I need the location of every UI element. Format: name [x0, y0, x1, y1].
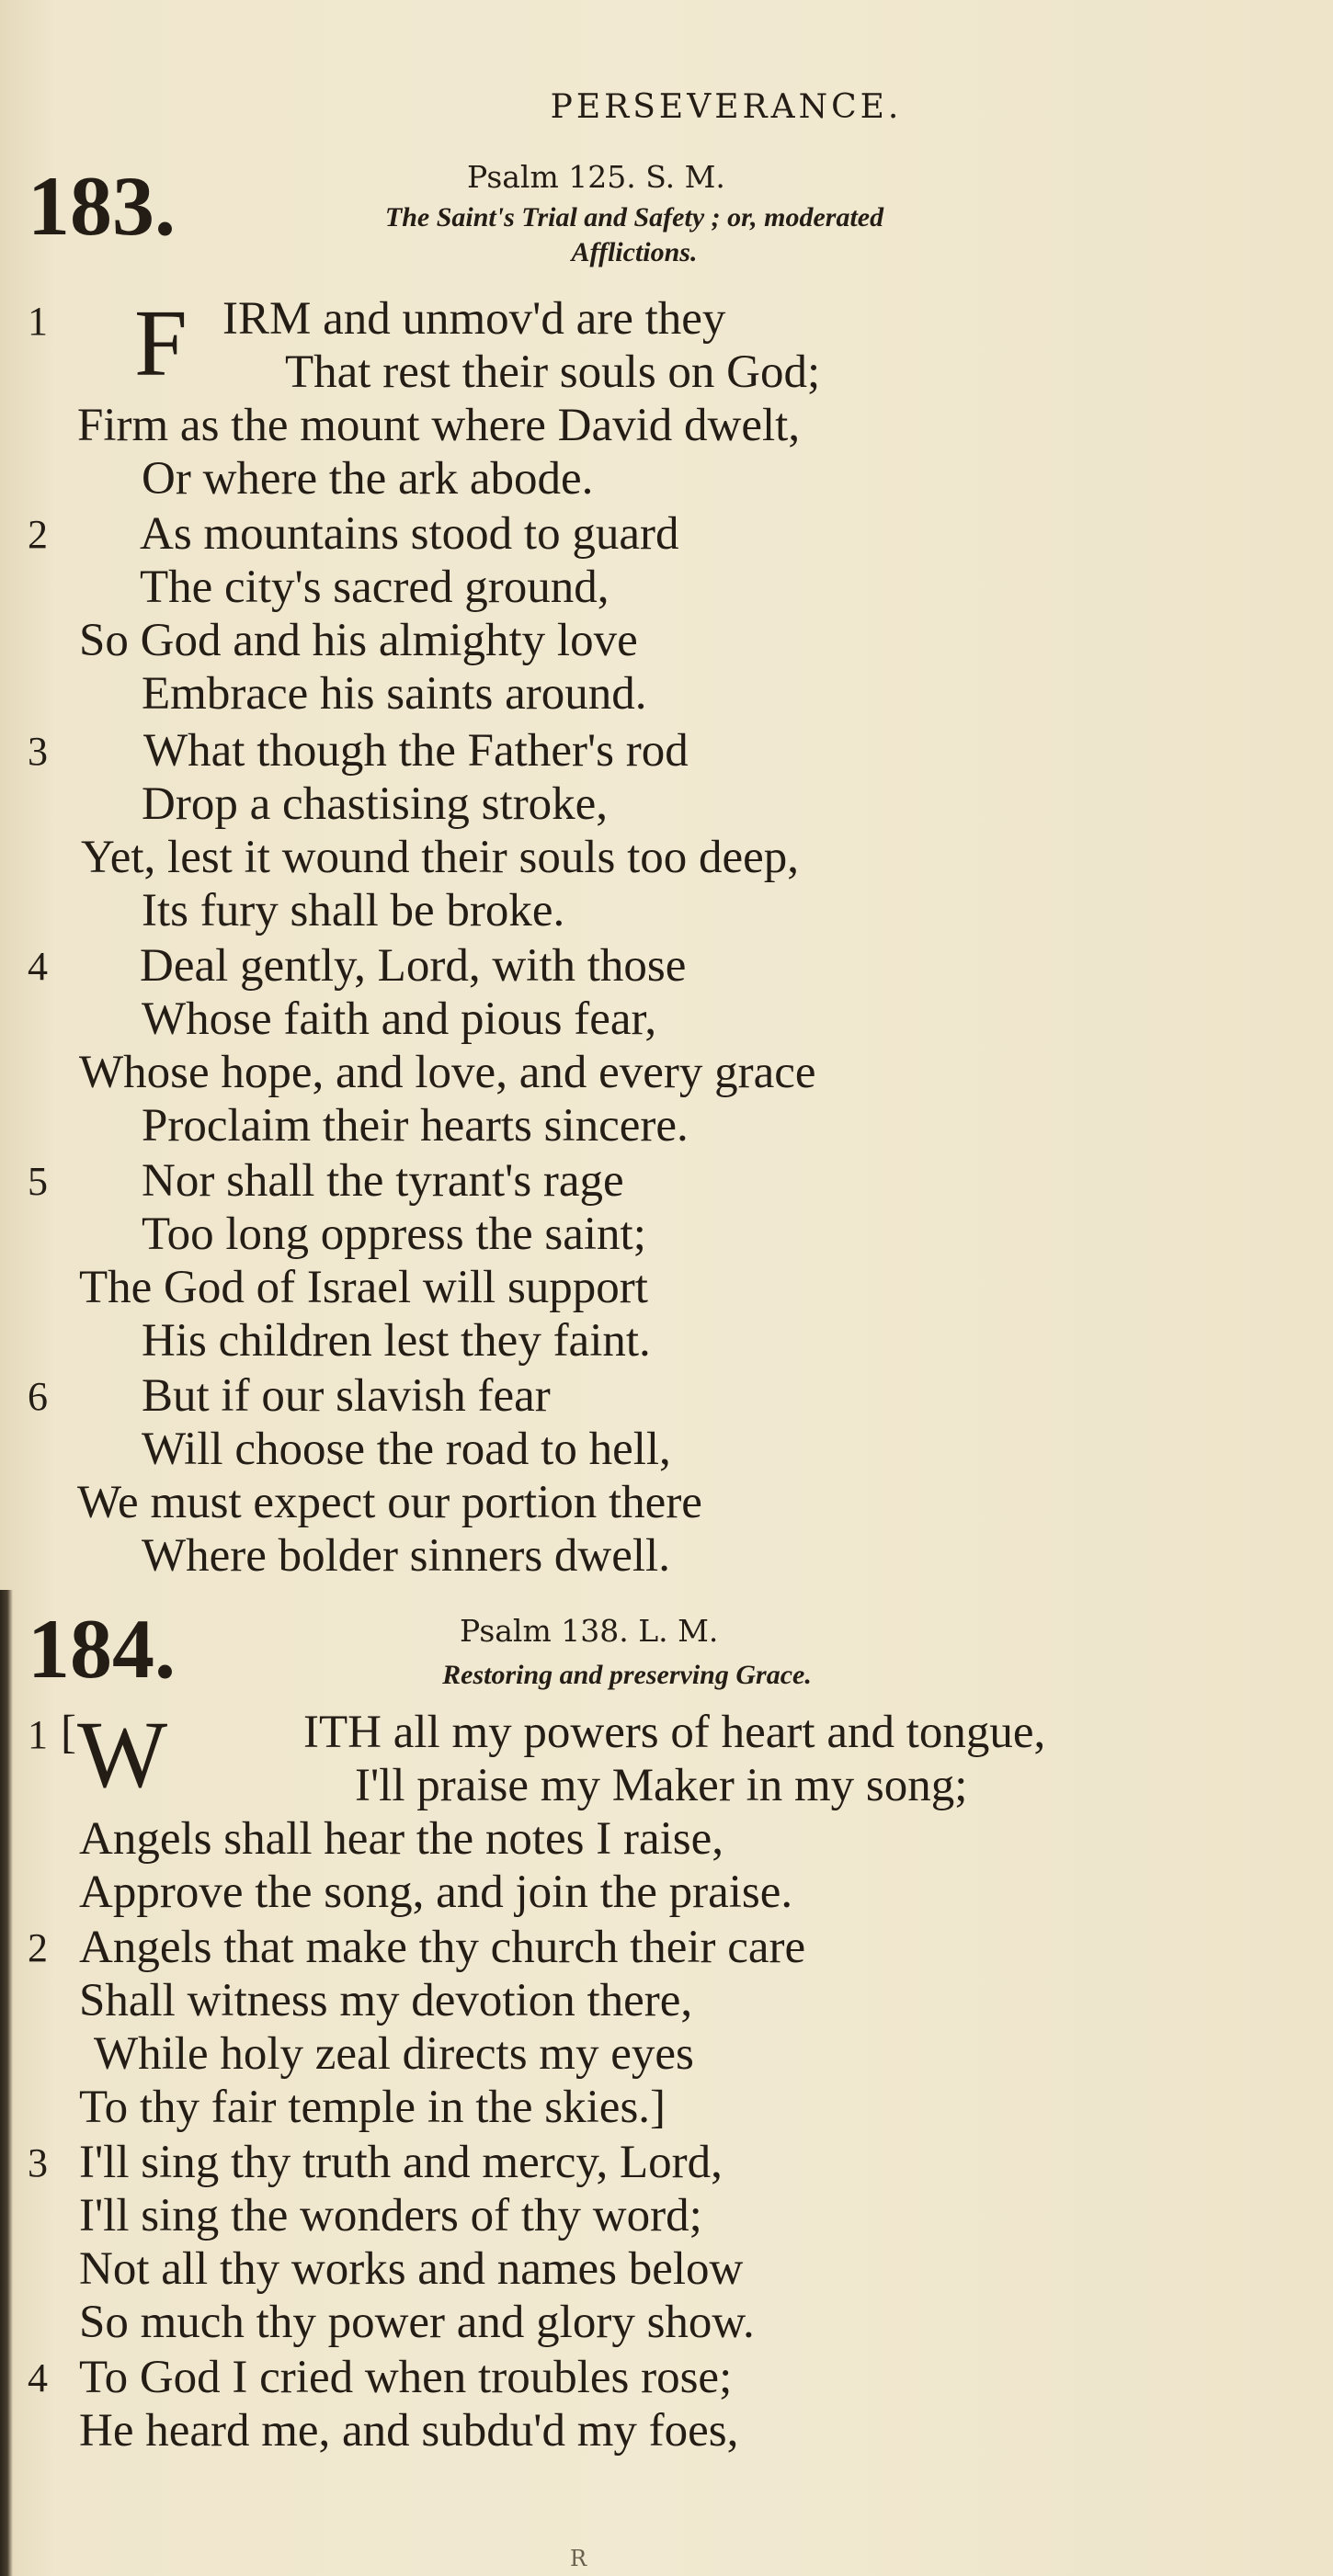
bracket: [	[61, 1707, 76, 1758]
verse-number: 6	[28, 1374, 48, 1419]
verse-line: Will choose the road to hell,	[142, 1424, 671, 1475]
verse-number: 2	[28, 512, 48, 557]
verse-number: 2	[28, 1925, 48, 1970]
verse-line: Its fury shall be broke.	[142, 885, 565, 936]
verse-line: Where bolder sinners dwell.	[142, 1530, 670, 1582]
verse-line: Not all thy works and names below	[79, 2243, 744, 2295]
verse-line: The city's sacred ground,	[140, 562, 610, 613]
verse-line: To God I cried when troubles rose;	[79, 2352, 733, 2403]
drop-cap: F	[134, 290, 188, 396]
verse-line: Angels shall hear the notes I raise,	[79, 1813, 724, 1865]
psalm-reference: Psalm 125. S. M.	[467, 159, 725, 195]
verse-line: Shall witness my devotion there,	[79, 1975, 693, 2026]
verse-number: 1	[28, 299, 48, 344]
verse-line: Angels that make thy church their care	[79, 1922, 806, 1973]
verse-number: 4	[28, 2355, 48, 2400]
verse-line: While holy zeal directs my eyes	[94, 2028, 694, 2080]
verse-line: I'll praise my Maker in my song;	[355, 1760, 968, 1811]
verse-line: That rest their souls on God;	[285, 346, 821, 398]
hymn-number: 183.	[28, 159, 176, 253]
verse-line: What though the Father's rod	[143, 725, 689, 777]
verse-line: As mountains stood to guard	[140, 508, 679, 560]
verse-line: I'll sing thy truth and mercy, Lord,	[79, 2137, 723, 2188]
verse-line: Or where the ark abode.	[142, 453, 594, 505]
verse-line: Yet, lest it wound their souls too deep,	[81, 832, 800, 883]
hymn-number: 184.	[28, 1602, 176, 1696]
verse-line: Too long oppress the saint;	[142, 1209, 646, 1260]
verse-line: His children lest they faint.	[142, 1315, 651, 1367]
verse-number: 4	[28, 944, 48, 989]
verse-line: Drop a chastising stroke,	[142, 778, 609, 830]
verse-line: Embrace his saints around.	[142, 668, 647, 720]
verse-number: 3	[28, 2140, 48, 2185]
verse-number: 5	[28, 1159, 48, 1204]
running-head: PERSEVERANCE.	[550, 88, 903, 126]
verse-number: 1	[28, 1712, 48, 1757]
hymn-subtitle: Restoring and preserving Grace.	[442, 1660, 812, 1690]
drop-cap: W	[77, 1702, 168, 1808]
verse-line: We must expect our portion there	[77, 1477, 702, 1528]
subtitle-line: The Saint's Trial and Safety ; or, moderated	[384, 202, 884, 233]
signature-mark: R	[570, 2546, 587, 2571]
verse-line: I'll sing the wonders of thy word;	[79, 2190, 702, 2241]
verse-line: Proclaim their hearts sincere.	[142, 1100, 689, 1152]
psalm-reference: Psalm 138. L. M.	[460, 1613, 719, 1649]
verse-line: But if our slavish fear	[142, 1370, 551, 1422]
verse-line: Firm as the mount where David dwelt,	[77, 400, 801, 451]
verse-number: 3	[28, 729, 48, 774]
verse-line: Approve the song, and join the praise.	[79, 1867, 793, 1918]
verse-line: To thy fair temple in the skies.]	[79, 2082, 666, 2133]
page-binding-edge	[0, 1590, 13, 2576]
verse-line: So much thy power and glory show.	[79, 2297, 755, 2348]
verse-line: So God and his almighty love	[79, 615, 638, 666]
verse-line: The God of Israel will support	[79, 1262, 648, 1313]
verse-line: Nor shall the tyrant's rage	[142, 1155, 624, 1207]
verse-line: IRM and unmov'd are they	[222, 293, 726, 345]
subtitle-line: Afflictions.	[571, 236, 698, 267]
verse-line: Whose faith and pious fear,	[142, 993, 657, 1045]
verse-line: ITH all my powers of heart and tongue,	[303, 1707, 1046, 1758]
verse-line: Whose hope, and love, and every grace	[79, 1047, 816, 1098]
verse-line: He heard me, and subdu'd my foes,	[79, 2405, 739, 2457]
verse-line: Deal gently, Lord, with those	[140, 940, 687, 992]
hymn-subtitle	[230, 200, 1039, 269]
